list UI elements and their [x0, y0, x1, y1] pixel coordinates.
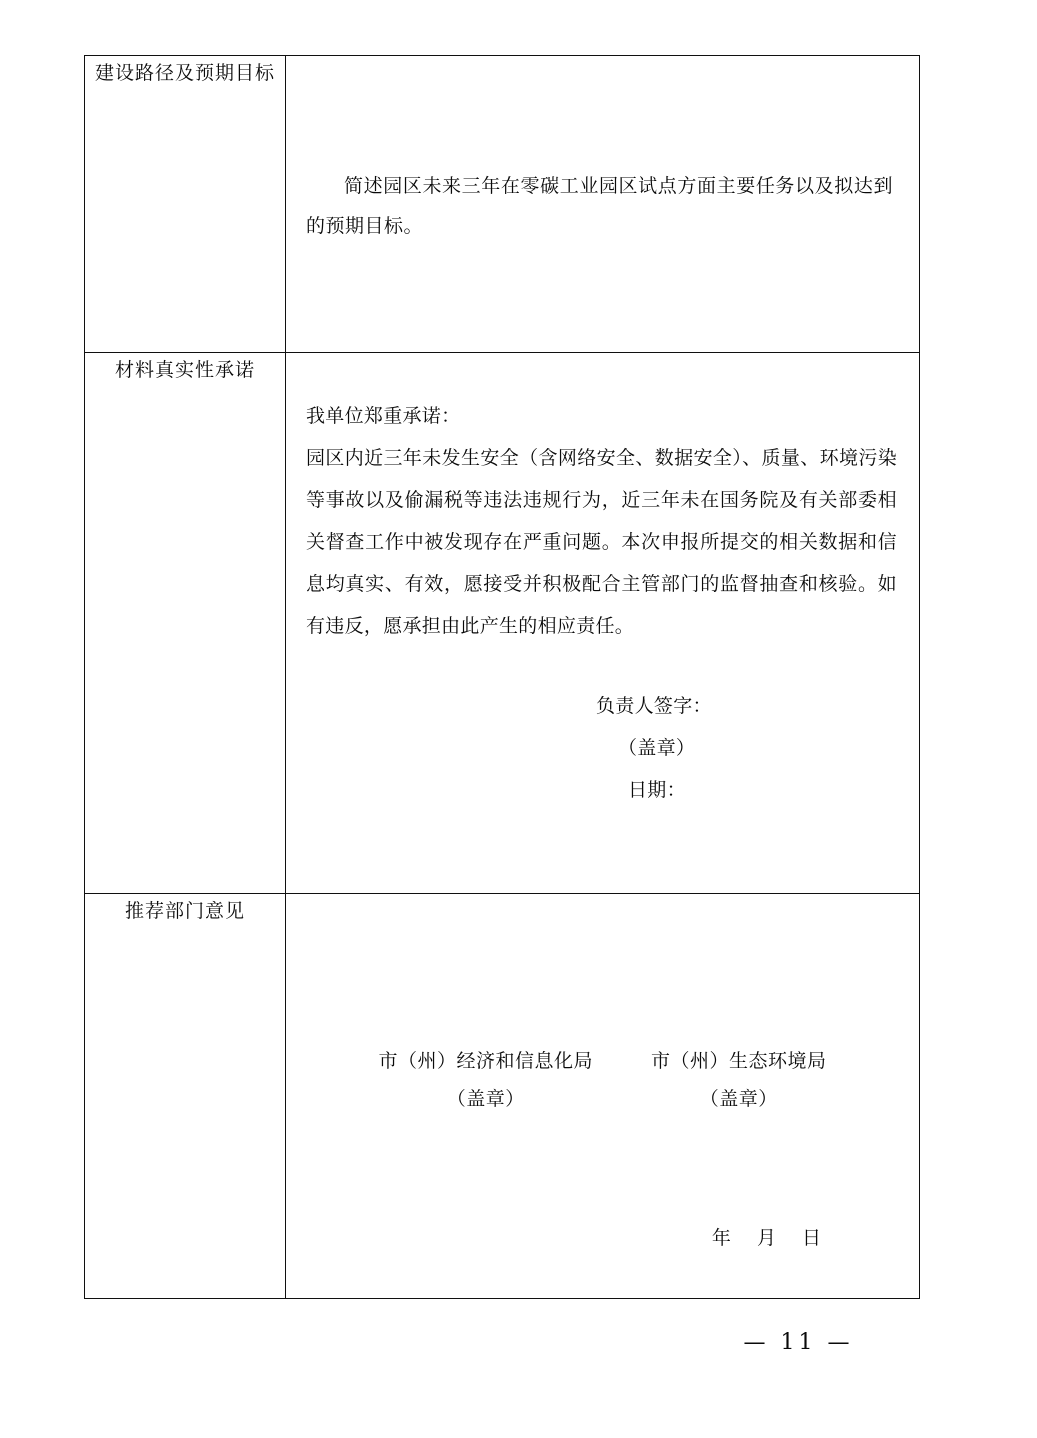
row-label-path-goal: 建设路径及预期目标	[85, 56, 286, 353]
table-row-authenticity	[85, 353, 920, 894]
department-two	[651, 1042, 827, 1118]
authenticity-signature-block	[306, 685, 897, 811]
authenticity-block	[286, 353, 919, 811]
recommendation-departments	[286, 894, 919, 1118]
recommendation-date-line: 年 月 日	[711, 1227, 831, 1249]
authenticity-body: 园区内近三年未发生安全（含网络安全、数据安全）、质量、环境污染等事故以及偷漏税等违法违规行为，近三年未在国务院及有关部委相关督查工作中被发现存在严重问题。本次申报所提交的相关数据和信息均真实、有效，愿接受并积极配合主管部门的监督抽查和核验。如有违反，愿承担由此产生的相应责任。	[306, 447, 897, 637]
department-one-name: 市（州）经济和信息化局	[378, 1050, 593, 1072]
department-two-name: 市（州）生态环境局	[651, 1050, 827, 1072]
department-columns	[286, 1042, 919, 1118]
department-two-seal: （盖章）	[699, 1088, 778, 1110]
authenticity-intro: 我单位郑重承诺：	[306, 405, 461, 427]
row-content-recommendation	[286, 894, 920, 1299]
department-one-seal: （盖章）	[446, 1088, 525, 1110]
row-content-path-goal	[286, 56, 920, 353]
signature-date-label: 日期：	[628, 779, 686, 801]
path-goal-text: 简述园区未来三年在零碳工业园区试点方面主要任务以及拟达到的预期目标。	[306, 175, 893, 237]
table-row-recommendation	[85, 894, 920, 1299]
department-one	[378, 1042, 593, 1118]
row-label-recommendation: 推荐部门意见	[85, 894, 286, 1299]
signature-label: 负责人签字：	[596, 695, 712, 717]
table-row-path-goal	[85, 56, 920, 353]
row-label-authenticity: 材料真实性承诺	[85, 353, 286, 894]
row-content-authenticity	[286, 353, 920, 894]
application-form-table	[84, 55, 920, 1299]
page-number: — 11 —	[743, 1330, 854, 1355]
signature-seal-label: （盖章）	[618, 737, 696, 759]
